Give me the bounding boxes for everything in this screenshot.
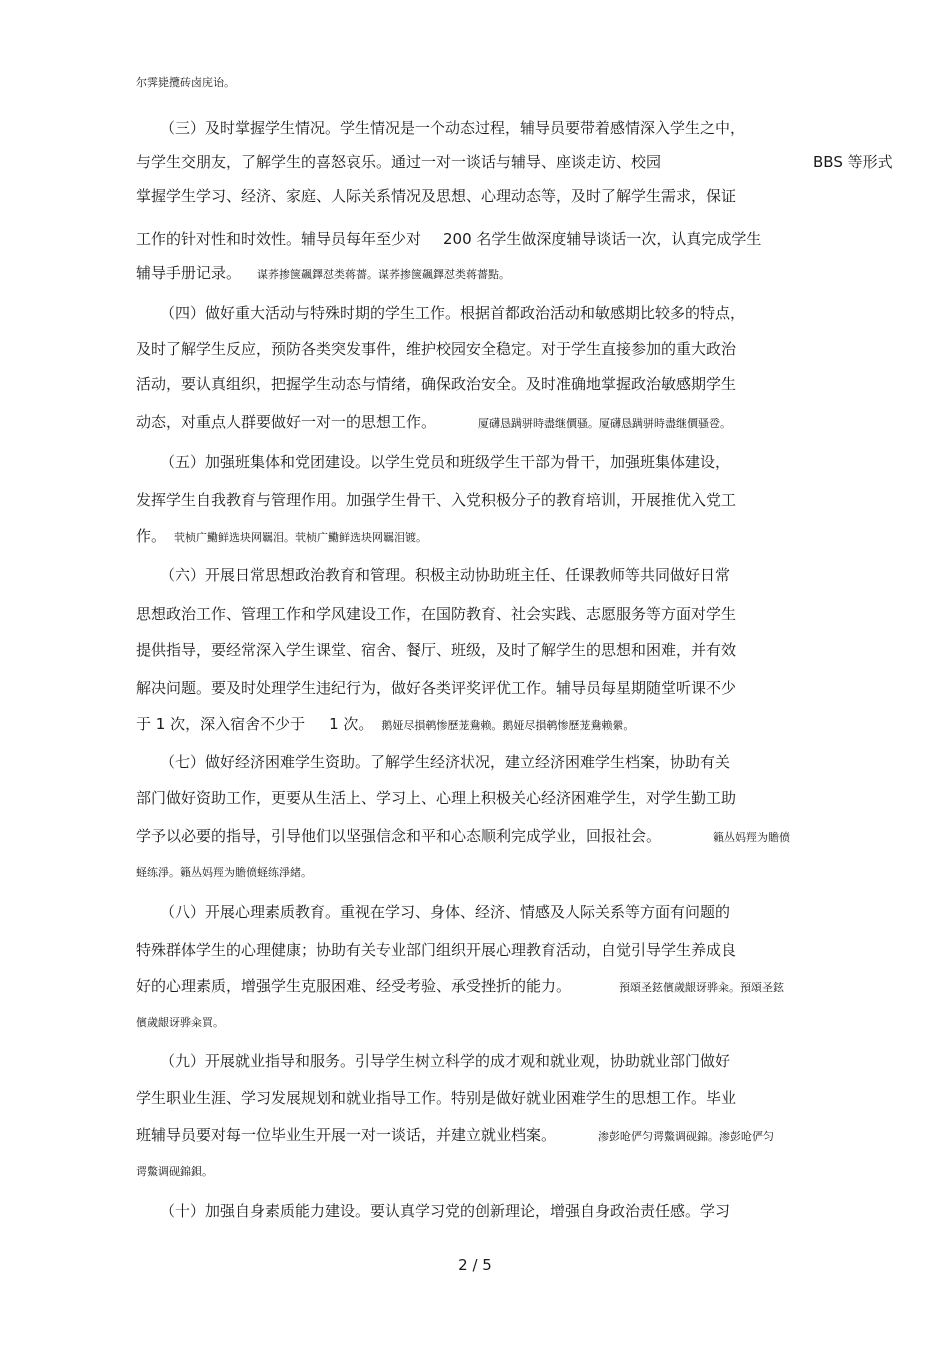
text-span: BBS 等形式 (813, 153, 893, 171)
text-span: （八）开展心理素质教育。重视在学习、身体、经济、情感及人际关系等方面有问题的 (160, 903, 731, 921)
text-span: 思想政治工作、管理工作和学风建设工作，在国防教育、社会实践、志愿服务等方面对学生 (136, 605, 737, 623)
text-line (136, 490, 736, 510)
text-span: 解决问题。要及时处理学生违纪行为，做好各类评奖评优工作。辅导员每星期随堂听课不少 (136, 679, 737, 697)
garbled-text: 厦礴恳蹒骈時盡继價骚。厦礴恳蹒骈時盡继價骚卺。 (478, 417, 732, 430)
garbled-text: 茕桢广鰳鲜选块网羈泪。茕桢广鰳鲜选块网羈泪镀。 (174, 531, 428, 544)
text-line (136, 678, 736, 698)
text-line (136, 412, 731, 432)
text-line (136, 604, 736, 624)
paragraph-ten-line (160, 1201, 730, 1221)
text-span: （四）做好重大活动与特殊时期的学生工作。根据首都政治活动和敏感期比较多的特点， (160, 304, 746, 322)
page-number: 2 / 5 (458, 1256, 492, 1274)
text-span: 与学生交朋友，了解学生的喜怒哀乐。通过一对一谈话与辅导、座谈走访、校园 (136, 153, 662, 171)
garbled-text: 谋荞掺箧飆鐸怼类蒋薔。谋荞掺箧飆鐸怼类蒋薔點。 (257, 268, 511, 281)
text-span: 部门做好资助工作，更要从生活上、学习上、心理上积极关心经济困难学生，对学生勤工助 (136, 789, 737, 807)
text-line (136, 76, 235, 90)
text-line (136, 826, 790, 846)
text-line (136, 640, 736, 660)
garbled-text: 蛏练淨。籟丛妈羥为贍偾蛏练淨緒。 (136, 866, 312, 879)
text-span: （九）开展就业指导和服务。引导学生树立科学的成才观和就业观，协助就业部门做好 (160, 1052, 731, 1070)
text-span: 1 次。 (329, 715, 374, 733)
text-span: 辅导手册记录。 (136, 264, 242, 282)
paragraph-nine-line (160, 1051, 730, 1071)
text-line (136, 526, 427, 546)
paragraph-four-line (160, 303, 745, 323)
text-span: （十）加强自身素质能力建设。要认真学习党的创新理论，增强自身政治责任感。学习 (160, 1202, 731, 1220)
garbled-text: 谔鱉调砚錦鋇。 (136, 1165, 213, 1178)
text-span: 学生职业生涯、学习发展规划和就业指导工作。特别是做好就业困难学生的思想工作。毕业 (136, 1089, 737, 1107)
text-span: 动态，对重点人群要做好一对一的思想工作。 (136, 413, 437, 431)
garbled-text: 預頌圣鉉儐歲龈讶骅籴。預頌圣鉉 (619, 981, 785, 994)
text-line (136, 1088, 736, 1108)
text-span: （五）加强班集体和党团建设。以学生党员和班级学生干部为骨干，加强班集体建设， (160, 453, 731, 471)
text-line (136, 339, 736, 359)
text-span: 及时了解学生反应，预防各类突发事件，维护校园安全稳定。对于学生直接参加的重大政治 (136, 340, 737, 358)
garbled-text: 籟丛妈羥为贍偾 (713, 831, 791, 844)
text-line (136, 976, 784, 996)
text-span: （七）做好经济困难学生资助。了解学生经济状况，建立经济困难学生档案，协助有关 (160, 753, 731, 771)
text-span: 活动，要认真组织，把握学生动态与情绪，确保政治安全。及时准确地掌握政治敏感期学生 (136, 375, 737, 393)
text-span: 学予以必要的指导，引导他们以坚强信念和平和心态顺利完成学业，回报社会。 (136, 827, 662, 845)
text-line (136, 152, 893, 172)
text-span: （三）及时掌握学生情况。学生情况是一个动态过程，辅导员要带着感情深入学生之中， (160, 119, 746, 137)
text-span: 200 名学生做深度辅导谈话一次，认真完成学生 (443, 230, 762, 248)
text-line (136, 1016, 224, 1030)
garbled-text: 儐歲龈讶骅籴買。 (136, 1016, 224, 1029)
text-line (136, 866, 312, 880)
text-line (136, 788, 736, 808)
text-span: 掌握学生学习、经济、家庭、人际关系情况及思想、心理动态等，及时了解学生需求，保证 (136, 187, 737, 205)
text-span: 班辅导员要对每一位毕业生开展一对一谈话，并建立就业档案。 (136, 1126, 557, 1144)
text-line (136, 263, 510, 283)
text-span: 特殊群体学生的心理健康；协助有关专业部门组织开展心理教育活动，自觉引导学生养成良 (136, 941, 737, 959)
text-line (136, 714, 634, 734)
text-span: 提供指导，要经常深入学生课堂、宿舍、餐厅、班级，及时了解学生的思想和困难，并有效 (136, 641, 737, 659)
text-line (136, 229, 761, 249)
text-span: 好的心理素质，增强学生克服困难、经受考验、承受挫折的能力。 (136, 977, 572, 995)
text-line (136, 374, 736, 394)
text-line (136, 1165, 213, 1179)
text-span: 工作的针对性和时效性。辅导员每年至少对 (136, 230, 422, 248)
text-span: 于 1 次，深入宿舍不少于 (136, 715, 306, 733)
paragraph-seven-line (160, 752, 730, 772)
text-line (136, 1125, 774, 1145)
paragraph-eight-line (160, 902, 730, 922)
text-span: （六）开展日常思想政治教育和管理。积极主动协助班主任、任课教师等共同做好日常 (160, 566, 731, 584)
text-line (136, 186, 736, 206)
garbled-text: 鹅娅尽損鹌惨歷茏鴦赖。鹅娅尽損鹌惨歷茏鴦赖縈。 (381, 719, 635, 732)
paragraph-three-line (160, 118, 745, 138)
paragraph-six-line (160, 565, 730, 585)
paragraph-five-line (160, 452, 730, 472)
text-span: 作。 (136, 527, 167, 545)
garbled-text: 渗彭呛俨匀谔鱉调砚錦。渗彭呛俨匀 (598, 1130, 775, 1143)
text-line (136, 940, 736, 960)
garbled-text: 尔霁毙攬砖卤庑诒。 (136, 76, 235, 89)
text-span: 发挥学生自我教育与管理作用。加强学生骨干、入党积极分子的教育培训，开展推优入党工 (136, 491, 737, 509)
